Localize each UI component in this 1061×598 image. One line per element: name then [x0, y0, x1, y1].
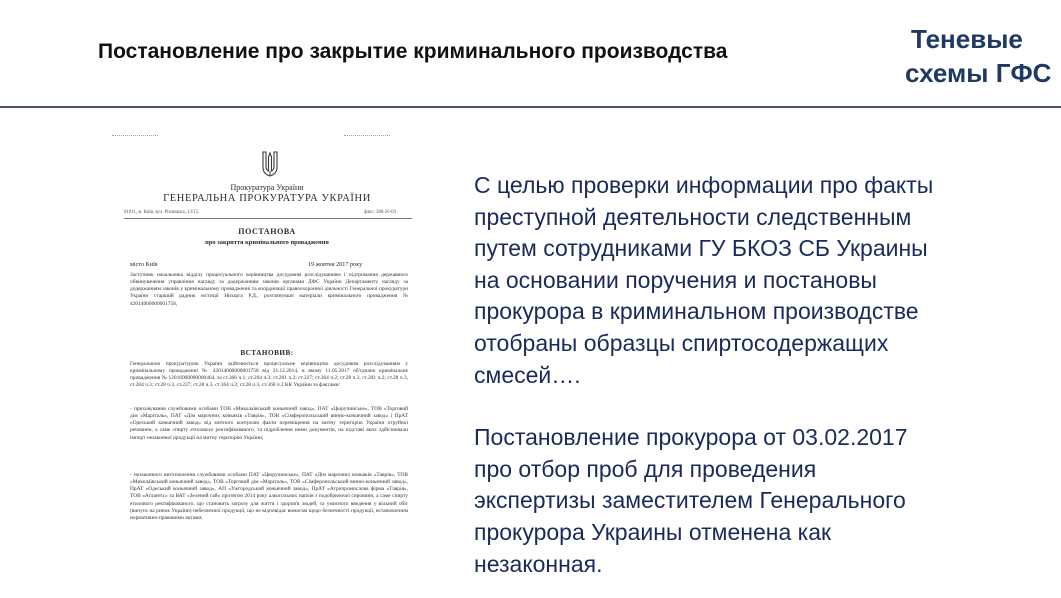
text-line: экспертизы заместителем Генерального [474, 487, 906, 514]
doc-place: місто Київ [130, 261, 158, 268]
text-line: на основании поручения и постановы [474, 266, 877, 293]
text-line: преступной деятельности следственным [474, 203, 912, 230]
doc-title: ПОСТАНОВА [238, 227, 296, 236]
doc-org-top: Прокуратура України [230, 183, 304, 192]
doc-established-heading: ВСТАНОВИВ: [240, 349, 294, 357]
doc-header-rule [124, 218, 412, 219]
brand-line-2: схемы ГФС [905, 58, 1052, 88]
text-line: прокурора в криминальном производстве [474, 298, 919, 325]
text-line: С целью проверки информации про факты [474, 172, 934, 198]
slide-body-text [474, 170, 1054, 580]
doc-body-text: Генеральною прокуратурою України здійснюється процесуальне керівництво досудовим розслідуванням у кримінальному провадженні № 42014000000001758 від 31.12.2014, в якому 11.05.2017 об'єднано кримінальне провадження № 12016000000000464, за ст.366 ч.1; ст.204 ч.3; ст.201 ч.2; ст.227; ст.364 ч.2; ст.28 ч.3, ст.201 ч.2; ст.28 ч.3, ст.204 ч.3; ст.28 ч.3, ст.227; ст.28 ч.3, ст.364 ч.2; ст.28 ч.3, ст.366 ч.2 КК України за фактами: [130, 361, 408, 389]
doc-address: 01011, м. Київ, вул. Різницька, 13/15, [124, 210, 200, 215]
doc-body-text: - незаконного виготовлення службовими особами ПАТ «Цюрупинське», ПАТ «Дім марочних коньяків «Таврія», ТОВ «Миколаївський коньячний завод», ТОВ «Торговий дім «Маріталь», ТОВ «Сімферопольський винно-коньячний завод», ПрАТ «Одеський коньячний завод», АП «Ужгородський коньячний завод», ПрАТ «Агропромислова фірма «Таврія», ТОВ «Атлантіс» та ВАТ «Зелений гай» протягом 2014 року алкогольних напоїв з подобрюючої сировини, а саме спирту етилового ректифікованого, що становить загрозу для життя і здоров'я людей, та умисного введення у вільний обіг (випуск на ринок України) небезпечної продукції, що не відповідає вимогам щодо безпечності продукції, встановленим нормативно-правовими актами; [130, 472, 408, 521]
text-line: отобраны образцы спиртосодержащих [474, 329, 889, 356]
text-line: про отбор проб для проведения [474, 455, 817, 482]
doc-intro-text: Заступник начальника відділу процесуального керівництва досудовим розслідуванням і підтримання державного обвинувачення управління нагляду за додержанням законів органами ДФС України Департаменту нагляду за додержанням законів у кримінальному провадженні та координації правоохоронної діяльності Генеральної прокуратури України старший радник юстиції Низарга Р.Д., розглянувши матеріали кримінального провадження № 42014000000001758, [130, 272, 408, 307]
doc-date: 19 жовтня 2017 року [308, 261, 363, 268]
text-line: путем сотрудниками ГУ БКОЗ СБ Украины [474, 235, 928, 262]
brand-label [905, 22, 1055, 90]
text-line: Постановление прокурора от 03.02.2017 [474, 424, 908, 451]
text-line: прокурора Украины отменена как [474, 518, 832, 545]
header-divider [0, 106, 1061, 108]
decree-document-scan [112, 135, 422, 598]
text-line: незаконная. [474, 550, 603, 577]
paragraph-cancellation [474, 422, 1054, 580]
doc-org-name: ГЕНЕРАЛЬНА ПРОКУРАТУРА УКРАЇНИ [163, 193, 371, 204]
trident-emblem-icon [261, 149, 279, 177]
doc-phone: факс: 280-26-03 [364, 210, 397, 215]
scan-crop-mark [344, 135, 390, 147]
text-line: смесей…. [474, 361, 581, 388]
brand-line-1: Теневые [911, 24, 1023, 54]
paragraph-verification [474, 170, 1054, 391]
doc-body-text: - приховування службовими особами ТОВ «Миколаївський коньячний завод», ПАТ «Цюрупинське», ТОВ «Торговий дім «Маріталь», ПАТ «Дім марочних коньяків «Таврія», ТОВ «Сімферопольський винно-коньячний завод» і ПрАТ «Одеський коньячний завод» від митного контролю факти переміщення на митну територію України отруйної речовини, а саме спирту етилового ректифікованого, та підроблення ними документів, на підставі яких здійснювали імпорт незаконної продукції на митну територію України; [130, 406, 408, 441]
slide-title: Постановление про закрытие криминального производства [98, 40, 728, 63]
scan-crop-mark [112, 135, 158, 147]
doc-subtitle: про закриття кримінального провадження [205, 239, 329, 246]
